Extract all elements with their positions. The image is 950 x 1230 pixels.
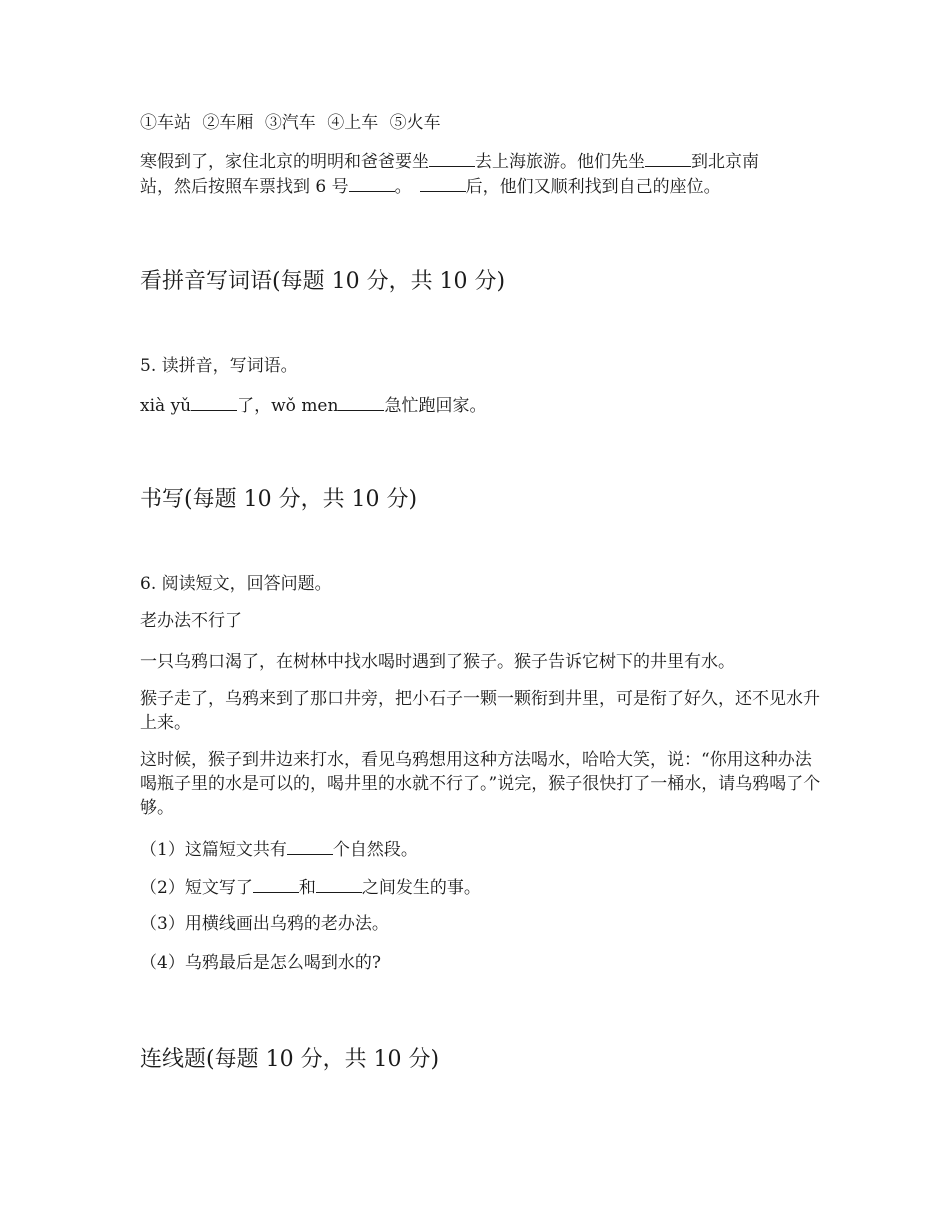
q4-text: 寒假到了，家住北京的明明和爸爸要坐 [140,152,429,172]
story-paragraph-1: 一只乌鸦口渴了，在树林中找水喝时遇到了猴子。猴子告诉它树下的井里有水。 [140,652,735,672]
answer-blank[interactable] [191,392,237,411]
q6-sub-question-4: （4）乌鸦最后是怎么喝到水的? [140,953,381,973]
sub-question-text: （2）短文写了 [140,878,253,898]
sub-question-text: 个自然段。 [332,840,418,860]
q5-sentence [140,392,486,418]
q4-sentence-line-2 [140,173,721,199]
story-paragraph-3: 这时候，猴子到井边来打水，看见乌鸦想用这种方法喝水，哈哈大笑，说：“你用这种办法喝瓶子里的水是可以的，喝井里的水就不行了。”说完，猴子很快打了一桶水，请乌鸦喝了个够。 [140,750,821,818]
q4-text: 去上海旅游。他们先坐 [475,152,645,172]
pinyin-text: 了，wǒ men [237,396,339,416]
sub-question-text: 之间发生的事。 [361,878,481,898]
answer-blank[interactable] [420,173,466,192]
option-4: ④上车 [327,113,379,133]
q6-prompt: 6. 阅读短文，回答问题。 [140,574,332,594]
section-heading-writing: 书写(每题 10 分，共 10 分) [140,487,418,512]
answer-blank[interactable] [253,874,299,893]
section-heading-pinyin: 看拼音写词语(每题 10 分，共 10 分) [140,269,506,294]
answer-blank[interactable] [287,836,333,855]
pinyin-text: xià yǔ [140,396,192,416]
option-5: ⑤火车 [389,113,441,133]
q6-sub-question-2 [140,874,481,900]
q4-text: 站，然后按照车票找到 6 号 [140,177,349,197]
q4-options [140,111,447,135]
answer-blank[interactable] [429,148,475,167]
q6-sub-question-3: （3）用横线画出乌鸦的老办法。 [140,914,389,934]
answer-blank[interactable] [349,173,395,192]
answer-blank[interactable] [316,874,362,893]
option-2: ②车厢 [202,113,254,133]
option-1: ①车站 [140,113,191,133]
q4-sentence-line-1 [140,148,759,174]
answer-blank[interactable] [338,392,384,411]
q5-text: 急忙跑回家。 [384,396,487,416]
sub-question-text: 和 [298,878,316,898]
story-title: 老办法不行了 [140,611,242,631]
q4-text: 到北京南 [691,152,759,172]
q4-text: 后，他们又顺利找到自己的座位。 [465,177,721,197]
answer-blank[interactable] [645,148,691,167]
sub-question-text: （1）这篇短文共有 [140,840,287,860]
section-heading-matching: 连线题(每题 10 分，共 10 分) [140,1047,440,1072]
option-3: ③汽车 [264,113,316,133]
q5-prompt: 5. 读拼音，写词语。 [140,356,298,376]
q4-text: 。 [394,177,412,197]
q6-sub-question-1 [140,836,418,862]
story-paragraph-2: 猴子走了，乌鸦来到了那口井旁，把小石子一颗一颗衔到井里，可是衔了好久，还不见水升上来。 [140,689,820,733]
